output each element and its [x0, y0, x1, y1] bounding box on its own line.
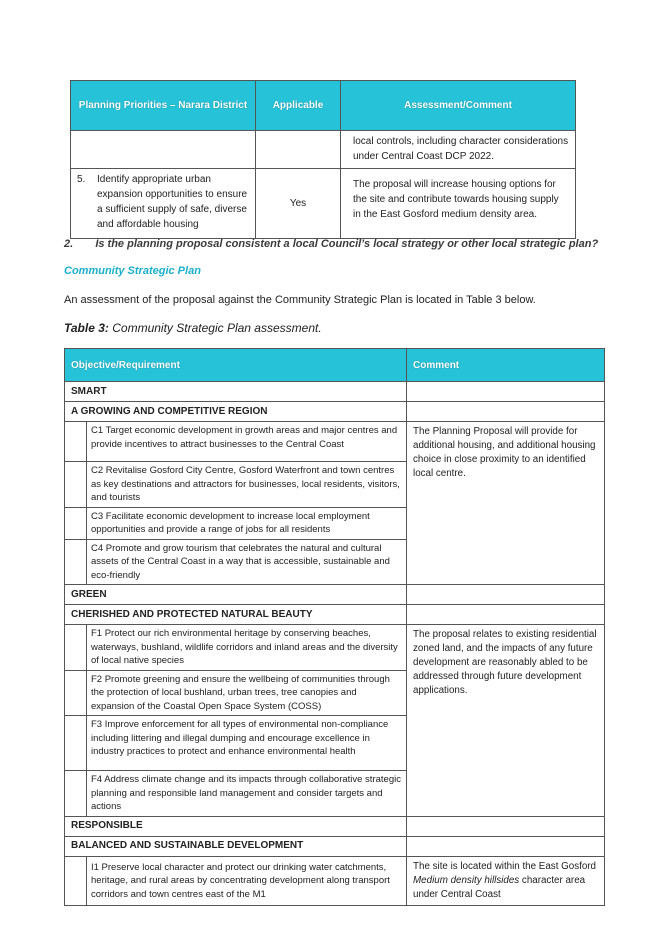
caption-label: Table 3: — [64, 321, 109, 335]
objective-item: F3 Improve enforcement for all types of environmental non-compliance including littering and illegal dumping and encourage excellence in industry practices to protect and enhance environmental health — [87, 716, 407, 771]
table-row — [65, 625, 605, 671]
column-header: Planning Priorities – Narara District — [71, 81, 256, 131]
table-cell — [407, 585, 605, 605]
objective-item: C1 Target economic development in growth areas and major centres and provide incentives to attract businesses to the Central Coast — [87, 422, 407, 462]
objective-item: F2 Promote greening and ensure the wellbeing of communities through the protection of local bushland, urban trees, tree canopies and expansion of the Coastal Open Space System (COSS) — [87, 670, 407, 716]
objective-item: C2 Revitalise Gosford City Centre, Gosford Waterfront and town centres as key destinations and attractors for businesses, local residents, visitors, and tourists — [87, 462, 407, 508]
table-row — [71, 169, 576, 239]
table-row — [65, 605, 605, 625]
table-header-row — [71, 81, 576, 131]
table-row — [65, 816, 605, 836]
table-cell — [407, 382, 605, 402]
table-caption — [64, 321, 322, 335]
table-header-row — [65, 349, 605, 382]
indent-cell — [65, 462, 87, 508]
table-cell — [71, 131, 256, 169]
objective-heading: BALANCED AND SUSTAINABLE DEVELOPMENT — [65, 836, 407, 856]
objective-item: I1 Preserve local character and protect our drinking water catchments, heritage, and rural areas by concentrating development along transport corridors and town centres east of the M1 — [87, 856, 407, 905]
table-row — [65, 382, 605, 402]
table-cell — [71, 169, 256, 239]
table-row — [65, 585, 605, 605]
table-cell: local controls, including character considerations under Central Coast DCP 2022. — [341, 131, 576, 169]
column-header: Applicable — [256, 81, 341, 131]
table-row — [65, 402, 605, 422]
caption-text: Community Strategic Plan assessment. — [112, 321, 322, 335]
indent-cell — [65, 670, 87, 716]
item-number: 5. — [77, 174, 86, 185]
question-text: Is the planning proposal consistent a local Council’s local strategy or other local strategic plan? — [95, 238, 599, 250]
table-cell — [256, 131, 341, 169]
objective-heading: CHERISHED AND PROTECTED NATURAL BEAUTY — [65, 605, 407, 625]
indent-cell — [65, 539, 87, 585]
objective-item: C4 Promote and grow tourism that celebrates the natural and cultural assets of the Central Coast in a way that is accessible, sustainable and eco-friendly — [87, 539, 407, 585]
table-cell — [407, 836, 605, 856]
theme-heading: RESPONSIBLE — [65, 816, 407, 836]
table-cell — [407, 816, 605, 836]
objective-heading: A GROWING AND COMPETITIVE REGION — [65, 402, 407, 422]
comment-text: The site is located within the East Gosford — [413, 860, 596, 872]
indent-cell — [65, 422, 87, 462]
table-row — [65, 422, 605, 462]
planning-priorities-table — [70, 80, 576, 239]
theme-heading: GREEN — [65, 585, 407, 605]
table-row — [71, 131, 576, 169]
indent-cell — [65, 507, 87, 539]
table-row — [65, 856, 605, 905]
objective-item: F4 Address climate change and its impacts through collaborative strategic planning and responsible land management and consider targets and actions — [87, 771, 407, 817]
question-line — [64, 238, 624, 250]
objective-item: F1 Protect our rich environmental heritage by conserving beaches, waterways, bushland, wildlife corridors and inland areas and the diversity of local native species — [87, 625, 407, 671]
priority-text: Identify appropriate urban expansion opportunities to ensure a sufficient supply of safe, diverse and affordable housing — [97, 174, 248, 230]
comment-emphasis: Medium density hillsides — [413, 874, 520, 886]
column-header: Comment — [407, 349, 605, 382]
comment-text: character area under Central Coast — [413, 874, 586, 900]
column-header: Objective/Requirement — [65, 349, 407, 382]
comment-cell — [407, 856, 605, 905]
indent-cell — [65, 856, 87, 905]
comment-cell: The Planning Proposal will provide for additional housing, and additional housing choice in close proximity to an identified local centre. — [407, 422, 605, 585]
table-row — [65, 836, 605, 856]
table-cell — [407, 402, 605, 422]
objective-item: C3 Facilitate economic development to increase local employment opportunities and provide a range of jobs for all residents — [87, 507, 407, 539]
table-cell: Yes — [256, 169, 341, 239]
section-subheading: Community Strategic Plan — [64, 265, 201, 277]
table-cell: The proposal will increase housing options for the site and contribute towards housing supply in the East Gosford medium density area. — [341, 169, 576, 239]
comment-cell: The proposal relates to existing residential zoned land, and the impacts of any future development are reasonably abled to be addressed through future development applications. — [407, 625, 605, 817]
body-paragraph: An assessment of the proposal against the Community Strategic Plan is located in Table 3 below. — [64, 294, 536, 306]
indent-cell — [65, 771, 87, 817]
column-header: Assessment/Comment — [341, 81, 576, 131]
theme-heading: SMART — [65, 382, 407, 402]
question-number: 2. — [64, 238, 74, 250]
indent-cell — [65, 716, 87, 771]
indent-cell — [65, 625, 87, 671]
table-cell — [407, 605, 605, 625]
community-strategic-plan-table — [64, 348, 605, 906]
